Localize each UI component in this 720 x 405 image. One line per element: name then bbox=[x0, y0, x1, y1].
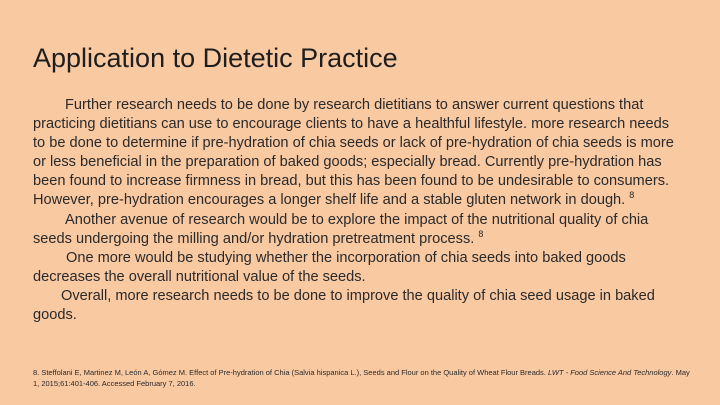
citation-marker: 8 bbox=[478, 228, 484, 239]
paragraph-4-text: Overall, more research needs to be done to improve the quality of chia seed usage in baked goods. bbox=[33, 287, 655, 324]
paragraph-3-text: One more would be studying whether the incorporation of chia seeds into baked goods decreases the overall nutritional value of the seeds. bbox=[33, 249, 626, 285]
reference-details: . May 1, 2015;61:401-406. Accessed February 7, 2016. bbox=[33, 368, 690, 388]
reference-journal: LWT - Food Science And Technology bbox=[548, 368, 672, 377]
slide-body bbox=[33, 96, 685, 325]
paragraph-2 bbox=[33, 211, 685, 249]
slide-title: Application to Dietetic Practice bbox=[33, 43, 398, 73]
paragraph-1 bbox=[33, 96, 685, 211]
reference-citation bbox=[33, 367, 693, 389]
paragraph-4 bbox=[33, 287, 685, 325]
citation-marker: 8 bbox=[629, 190, 635, 201]
paragraph-3 bbox=[33, 249, 685, 287]
reference-text: 8. Steffolani E, Martinez M, León A, Gómez M. Effect of Pre-hydration of Chia (Salvia hispanica L.), Seeds and Flour on the Quality of Wheat Flour Breads. bbox=[33, 368, 546, 377]
paragraph-2-text: Another avenue of research would be to explore the impact of the nutritional quality of chia seeds undergoing the milling and/or hydration pretreatment process. bbox=[33, 211, 649, 247]
paragraph-1-text: Further research needs to be done by research dietitians to answer current questions that practicing dietitians can use to encourage clients to have a healthful lifestyle. more research needs to be done to determine if pre-hydration of chia seeds or lack of pre-hydration of chia seeds is more or less beneficial in the preparation of baked goods; especially bread. Currently pre-hydration has been found to increase firmness in bread, but this has been found to be undesirable to consumers. However, pre-hydration encourages a longer shelf life and a stable gluten network in dough. bbox=[33, 97, 674, 209]
